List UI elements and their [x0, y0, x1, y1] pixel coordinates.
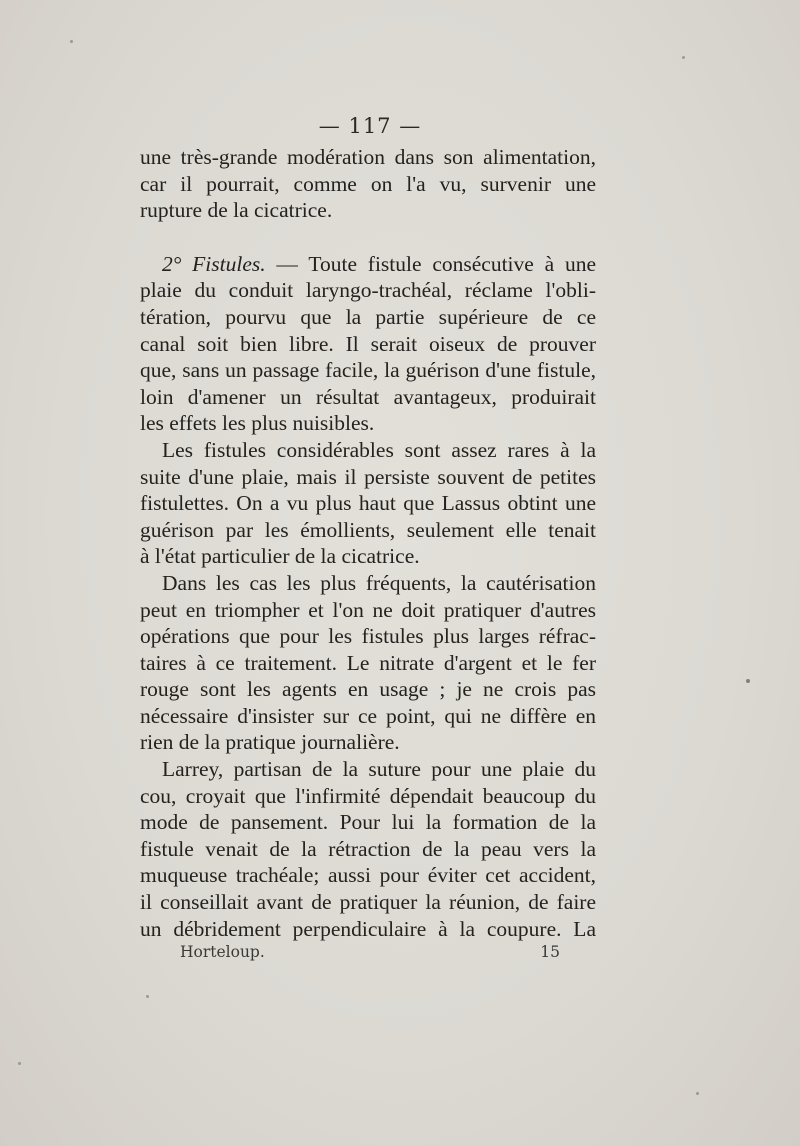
text-line: plaie du conduit laryngo-trachéal, réclame l'obli- — [140, 278, 596, 303]
text-line: mode de pansement. Pour lui la formation de la — [140, 810, 596, 835]
paragraph-gap — [140, 224, 596, 251]
section-heading: 2° Fistules. — [162, 251, 266, 276]
text-line: une très-grande modération dans son alimentation, — [140, 145, 596, 169]
text-line: canal soit bien libre. Il serait oiseux de prouver — [140, 331, 596, 356]
footer-author: Horteloup. — [180, 943, 265, 961]
text-line: taires à ce traitement. Le nitrate d'argent et le fer — [140, 650, 596, 675]
body-text — [140, 144, 596, 942]
text-line: à l'état particulier de la cicatrice. — [140, 544, 420, 569]
text-line: loin d'amener un résultat avantageux, produirait — [140, 384, 596, 409]
text-line: Les fistules considérables sont assez rares à la — [162, 437, 596, 462]
paper-speck — [70, 40, 73, 43]
text-line: il conseillait avant de pratiquer la réunion, de faire — [140, 890, 596, 915]
text-line: rouge sont les agents en usage ; je ne crois pas — [140, 677, 596, 702]
text-line — [140, 251, 596, 278]
paragraph-4 — [140, 570, 596, 756]
text-line: cou, croyait que l'infirmité dépendait beaucoup du — [140, 783, 596, 808]
text-line: que, sans un passage facile, la guérison d'une fistule, — [140, 358, 596, 383]
text-line: rien de la pratique journalière. — [140, 730, 400, 755]
paper-speck — [696, 1092, 699, 1095]
text-line: rupture de la cicatrice. — [140, 198, 333, 223]
paragraph-1 — [140, 144, 596, 224]
paragraph-5 — [140, 756, 596, 942]
text-line: Larrey, partisan de la suture pour une plaie du — [162, 757, 596, 782]
paper-speck — [682, 56, 685, 59]
text-line: tération, pourvu que la partie supérieure de ce — [140, 304, 596, 329]
text-line: car il pourrait, comme on l'a vu, survenir une — [140, 171, 596, 196]
text-line: muqueuse trachéale; aussi pour éviter cet accident, — [140, 863, 596, 888]
paper-speck — [146, 995, 149, 998]
text-line: fistule venait de la rétraction de la peau vers la — [140, 836, 596, 861]
paragraph-3 — [140, 437, 596, 570]
text-line: un débridement perpendiculaire à la coupure. La — [140, 916, 596, 941]
text-line: fistulettes. On a vu plus haut que Lassus obtint une — [140, 491, 596, 516]
text-line-rest: — Toute fistule consécutive à une — [276, 251, 596, 276]
text-line: nécessaire d'insister sur ce point, qui ne diffère en — [140, 703, 596, 728]
text-line: guérison par les émollients, seulement elle tenait — [140, 517, 596, 542]
signature-mark: 15 — [540, 943, 560, 961]
text-line: les effets les plus nuisibles. — [140, 411, 375, 436]
text-line: suite d'une plaie, mais il persiste souvent de petites — [140, 464, 596, 489]
text-line: Dans les cas les plus fréquents, la cautérisation — [162, 570, 596, 595]
page-number: — 117 — — [318, 114, 422, 138]
text-line: opérations que pour les fistules plus larges réfrac- — [140, 624, 596, 649]
paper-speck — [746, 679, 750, 683]
paragraph-2 — [140, 251, 596, 437]
paper-speck — [18, 1062, 21, 1065]
text-line: peut en triompher et l'on ne doit pratiquer d'autres — [140, 597, 596, 622]
